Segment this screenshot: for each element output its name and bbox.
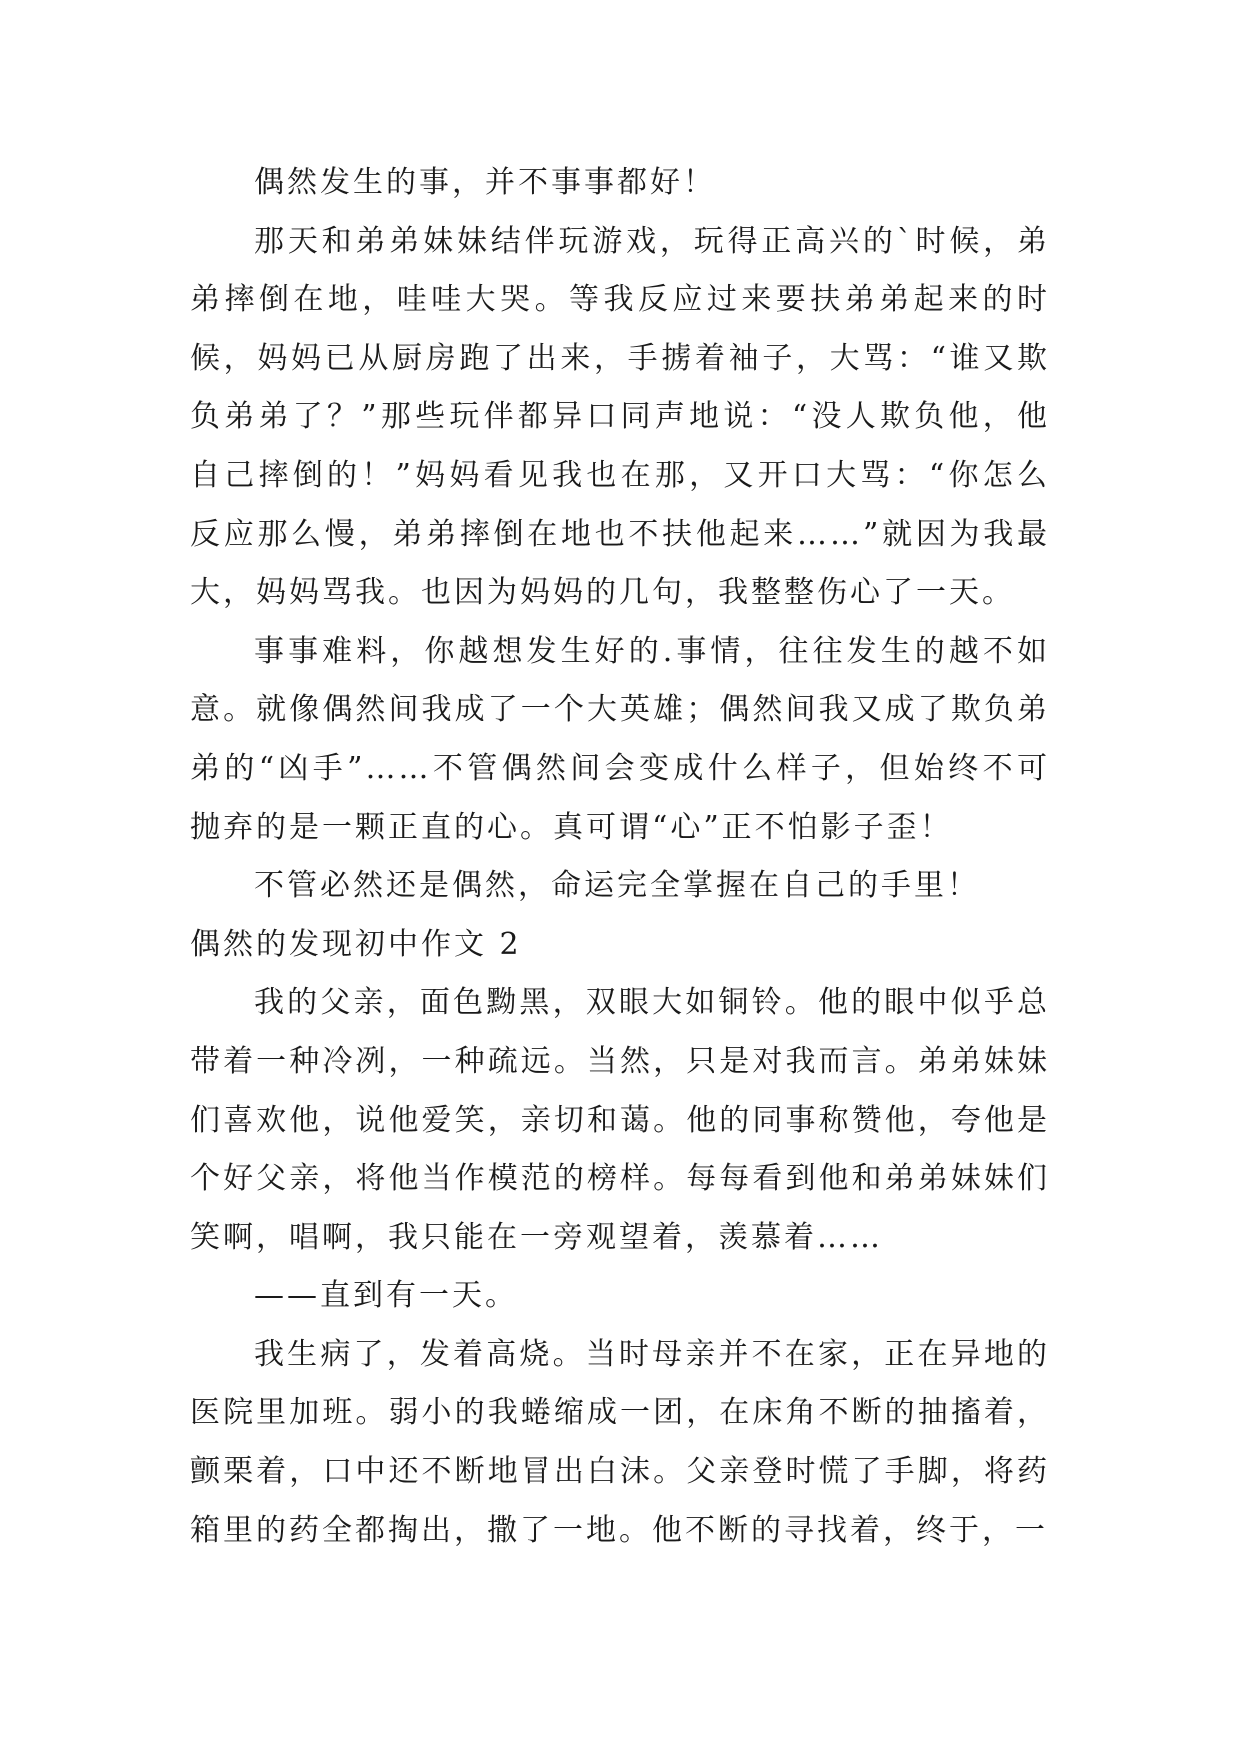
- paragraph-4: 不管必然还是偶然，命运完全掌握在自己的手里！: [254, 868, 980, 904]
- paragraph-2: 那天和弟弟妹妹结伴玩游戏，玩得正高兴的`时候，弟弟摔倒在地，哇哇大哭。等我反应过来要扶弟弟起来的时候，妈妈已从厨房跑了出来，手掳着袖子，大骂：“谁又欺负弟弟了？”那些玩伴都异口同声地说：“没人欺负他，他自己摔倒的！”妈妈看见我也在那，又开口大骂：“你怎么反应那么慢，弟弟摔倒在地也不扶他起来……”就因为我最大，妈妈骂我。也因为妈妈的几句，我整整伤心了一天。: [190, 223, 1050, 611]
- document-page: [190, 154, 1050, 1560]
- paragraph-1: 偶然发生的事，并不事事都好！: [254, 165, 716, 200]
- paragraph-3: 事事难料，你越想发生好的.事情，往往发生的越不如意。就像偶然间我成了一个大英雄；偶然间我又成了欺负弟弟的“凶手”……不管偶然间会变成什么样子，但始终不可抛弃的是一颗正直的心。真可谓“心”正不怕影子歪！: [190, 633, 1050, 845]
- section-title: 偶然的发现初中作文 2: [190, 926, 522, 962]
- paragraph-5: 我的父亲，面色黝黑，双眼大如铜铃。他的眼中似乎总带着一种冷冽，一种疏远。当然，只是对我而言。弟弟妹妹们喜欢他，说他爱笑，亲切和蔼。他的同事称赞他，夸他是个好父亲，将他当作模范的榜样。每每看到他和弟弟妹妹们笑啊，唱啊，我只能在一旁观望着，羡慕着……: [190, 985, 1050, 1255]
- paragraph-6: ——直到有一天。: [254, 1278, 518, 1314]
- paragraph-7: 我生病了，发着高烧。当时母亲并不在家，正在异地的医院里加班。弱小的我蜷缩成一团，在床角不断的抽搐着，颤栗着，口中还不断地冒出白沫。父亲登时慌了手脚，将药箱里的药全都掏出，撒了一地。他不断的寻找着，终于，一: [190, 1336, 1050, 1548]
